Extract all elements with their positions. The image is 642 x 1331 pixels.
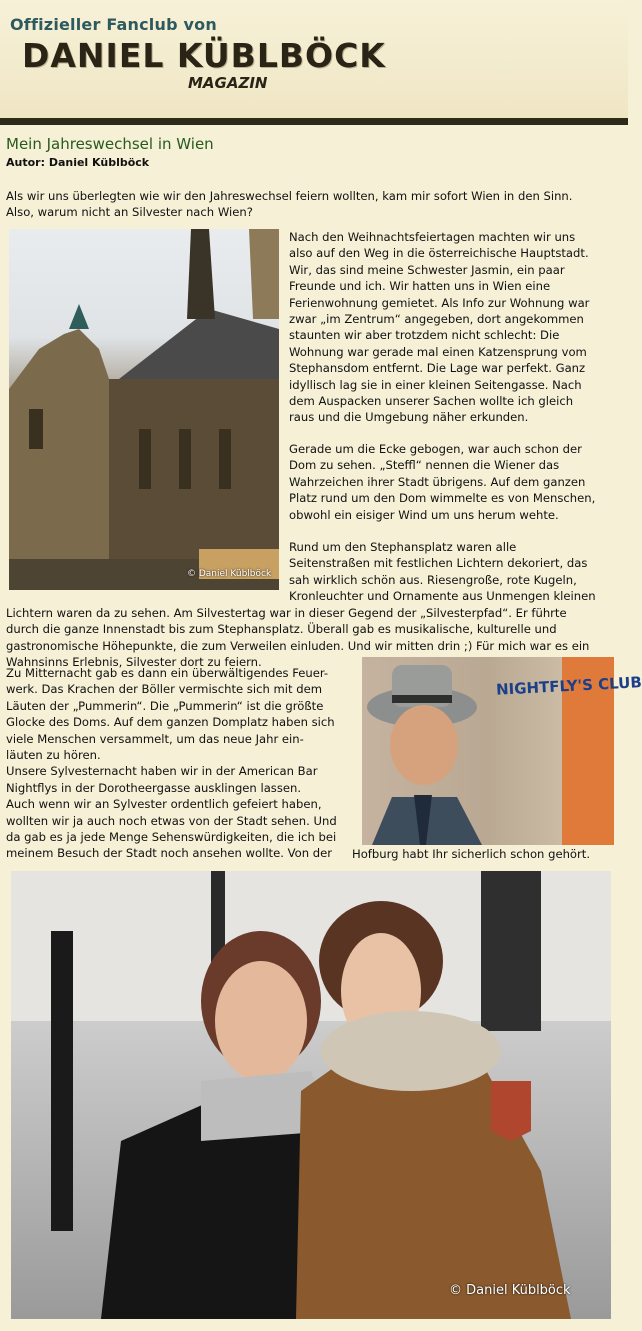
paragraph-midnight: Zu Mitternacht gab es dann ein überwältigendes Feuer- werk. Das Krachen der Böller vermischte sich mit dem Läuten der „Pummerin“. Die „Pummerin“ ist die größte Glocke des Doms. Auf dem ganzen Domplatz haben sich viele Menschen versammelt, um das neue Jahr ein- läuten zu hören. Unsere Sylvesternacht haben wir in der American Bar Nightflys in der Dorotheergasse ausklingen lassen. Auch wenn wir an Sylvester ordentlich gefeiert haben, wollten wir ja auch noch etwas von der Stadt sehen. Und da gab es ja jede Menge Sehenswürdigkeiten, die ich bei meinem Besuch der Stadt noch ansehen wollte. Von der: [6, 666, 337, 861]
paragraph-dom: Gerade um die Ecke gebogen, war auch schon der Dom zu sehen. „Steffl“ nennen die Wiener das Wahrzeichen ihrer Stadt übrigens. Auf dem ganzen Platz rund um den Dom wimmelte es von Menschen, obwohl ein eisiger Wind um uns herum wehte.: [289, 442, 596, 522]
paragraph-lights-end: Lichtern waren da zu sehen. Am Silvestertag war in dieser Gegend der „Silvesterpfad“. Er führte durch die ganze Innenstadt bis zum Stephansplatz. Überall gab es musikalische, kulturelle und gastronomische Höhepunkte, die zum Verweilen einluden. Und wir mitten drin ;) Für mich war es ein Wahnsinns Erlebnis, Silvester dort zu feiern.: [6, 606, 590, 670]
cathedral-illustration: [9, 229, 279, 590]
article: [0, 125, 642, 1331]
article-title: Mein Jahreswechsel in Wien: [6, 135, 214, 153]
intro-paragraph: Als wir uns überlegten wie wir den Jahreswechsel feiern wollten, kam mir sofort Wien in den Sinn. Also, warum nicht an Silvester nach Wien?: [6, 189, 573, 220]
magazine-header: [0, 0, 628, 118]
article-author: Autor: Daniel Küblböck: [6, 156, 150, 169]
paragraph-hofburg: Hofburg habt Ihr sicherlich schon gehört.: [352, 847, 591, 861]
portrait-illustration: [11, 871, 611, 1319]
cathedral-photo-credit: © Daniel Küblböck: [187, 569, 272, 579]
logo-subtitle: Offizieller Fanclub von: [10, 15, 217, 34]
portrait-photo: [11, 871, 611, 1319]
logo-magazine: MAGAZIN: [188, 74, 268, 92]
club-sign: NIGHTFLY'S CLUB: [495, 673, 642, 699]
nightflys-club-photo: [362, 657, 642, 845]
stephansdom-photo: [9, 229, 279, 590]
header-divider: [0, 118, 628, 125]
portrait-photo-credit: © Daniel Küblböck: [449, 1283, 571, 1298]
paragraph-arrival: Nach den Weihnachtsfeiertagen machten wir uns also auf den Weg in die österreichische Hauptstadt. Wir, das sind meine Schwester Jasmin, ein paar Freunde und ich. Wir hatten uns in Wien eine Ferienwohnung gemietet. Als Info zur Wohnung war zwar „im Zentrum“ angegeben, dort angekommen staunten wir aber trotzdem nicht schlecht: Die Wohnung war gerade mal einen Katzensprung vom Stephansdom entfernt. Die Lage war perfekt. Ganz idyllisch lag sie in einer kleinen Seitengasse. Nach dem Auspacken unserer Sachen wollte ich gleich raus und die Umgebung näher erkunden.: [289, 230, 590, 425]
paragraph-lights-start: Rund um den Stephansplatz waren alle Seitenstraßen mit festlichen Lichtern dekoriert, das sah wirklich schön aus. Riesengroße, rote Kugeln, Kronleuchter und Ornamente aus Unmengen kleinen: [289, 540, 596, 604]
logo-title: DANIEL KÜBLBÖCK: [22, 36, 386, 75]
